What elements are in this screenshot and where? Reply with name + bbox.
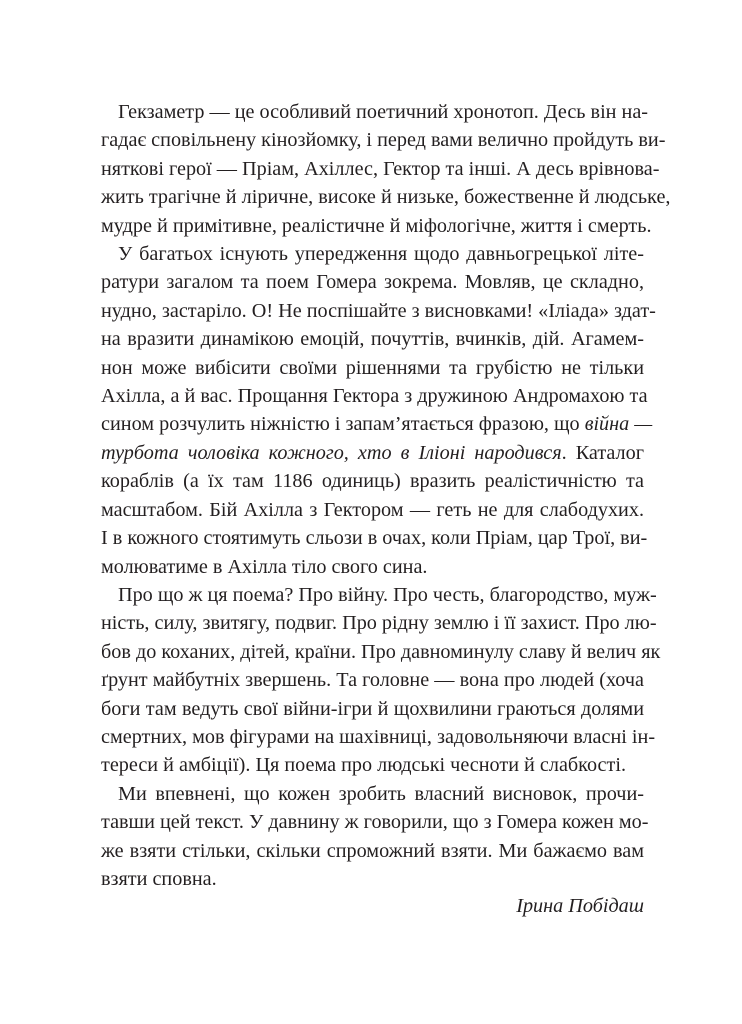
text-segment: мудре й примітивне, реалістичне й міфологічне, життя і смерть. [101, 214, 652, 237]
paragraph [101, 240, 656, 581]
text-segment: нудно, застаріло. О! Не поспішайте з висновками! «Іліада» здат- [101, 299, 656, 322]
text-line [101, 268, 644, 296]
text-line [101, 751, 644, 779]
text-segment: бов до коханих, дітей, країни. Про давноминулу славу й велич як [101, 640, 661, 663]
text-segment: сином розчулить ніжністю і запам’ятається фразою, що [101, 413, 585, 436]
text-line [101, 126, 666, 154]
text-line [101, 496, 644, 524]
italic-quote: турбота чоловіка кожного, хто в Іліоні народився [101, 441, 562, 464]
text-line [101, 98, 649, 126]
text-line [101, 155, 660, 183]
text-segment: молюватиме в Ахілла тіло свого сина. [101, 555, 428, 578]
text-segment: І в кожного стоятимуть сльози в очах, коли Пріам, цар Трої, ви- [101, 527, 648, 550]
text-segment: ратури загалом та поем Гомера зокрема. Мовляв, це складно, [101, 271, 644, 294]
text-segment: тереси й амбіції). Ця поема про людські чесноти й слабкості. [101, 754, 626, 777]
text-segment: масштабом. Бій Ахілла з Гектором — геть не для слабодухих. [101, 498, 644, 521]
text-line [101, 354, 644, 382]
text-segment: смертних, мов фігурами на шахівниці, задовольняючи власні ін- [101, 725, 656, 748]
text-segment: тавши цей текст. У давнину ж говорили, що з Гомера кожен мо- [101, 811, 649, 834]
text-line [101, 638, 661, 666]
text-segment: Про що ж ця поема? Про війну. Про честь, благородство, муж- [118, 583, 657, 606]
paragraph [101, 581, 661, 780]
text-line [101, 439, 644, 467]
text-line [101, 553, 644, 581]
text-line [101, 382, 648, 410]
text-line [101, 723, 656, 751]
text-segment: гадає сповільнену кінозйомку, і перед вами велично пройдуть ви- [101, 129, 666, 152]
text-segment: ність, силу, звитягу, подвиг. Про рідну землю і її захист. Про лю- [101, 612, 657, 635]
text-segment: нон може вибісити своїми рішеннями та грубістю не тільки [101, 356, 644, 379]
text-segment: . Каталог [561, 441, 645, 464]
body-text [101, 98, 671, 893]
text-line [101, 808, 649, 836]
author-signature: Ірина Побідаш [516, 895, 644, 917]
paragraph [101, 98, 671, 240]
text-segment: Гекзаметр — це особливий поетичний хронотоп. Десь він на- [118, 101, 649, 123]
text-segment: Ахілла, а й вас. Прощання Гектора з дружиною Андромахою та [101, 385, 648, 408]
italic-quote: війна — [584, 413, 653, 436]
text-line [101, 695, 644, 723]
text-line [101, 297, 656, 325]
text-line [101, 609, 657, 637]
text-line [101, 581, 657, 609]
text-segment: У багатьох існують упередження щодо давньогрецької літе- [118, 243, 644, 266]
text-line [101, 410, 653, 438]
text-line [101, 837, 644, 865]
text-line [101, 524, 648, 552]
text-segment: Ми впевнені, що кожен зробить власний висновок, прочи- [118, 782, 644, 805]
text-segment: же взяти стільки, скільки спроможний взяти. Ми бажаємо вам [101, 839, 644, 862]
text-segment: на вразити динамікою емоцій, почуттів, вчинків, дій. Агамем- [101, 328, 644, 351]
text-segment: взяти сповна. [101, 867, 217, 890]
text-line [101, 780, 644, 808]
text-line [101, 467, 644, 495]
text-line [101, 325, 644, 353]
text-segment: кораблів (а їх там 1186 одиниць) вразить реалістичністю та [101, 470, 644, 493]
text-segment: боги там ведуть свої війни-ігри й щохвилини граються долями [101, 697, 644, 720]
text-segment: жить трагічне й ліричне, високе й низьке, божественне й людське, [101, 186, 671, 209]
text-line [101, 865, 644, 893]
text-line [101, 240, 644, 268]
text-segment: ґрунт майбутніх звершень. Та головне — вона про людей (хоча [101, 669, 644, 692]
text-line [101, 212, 652, 240]
text-line [101, 183, 671, 211]
text-segment: няткові герої — Пріам, Ахіллес, Гектор та інші. А десь врівнова- [101, 157, 660, 180]
text-line [101, 666, 644, 694]
paragraph [101, 780, 649, 894]
